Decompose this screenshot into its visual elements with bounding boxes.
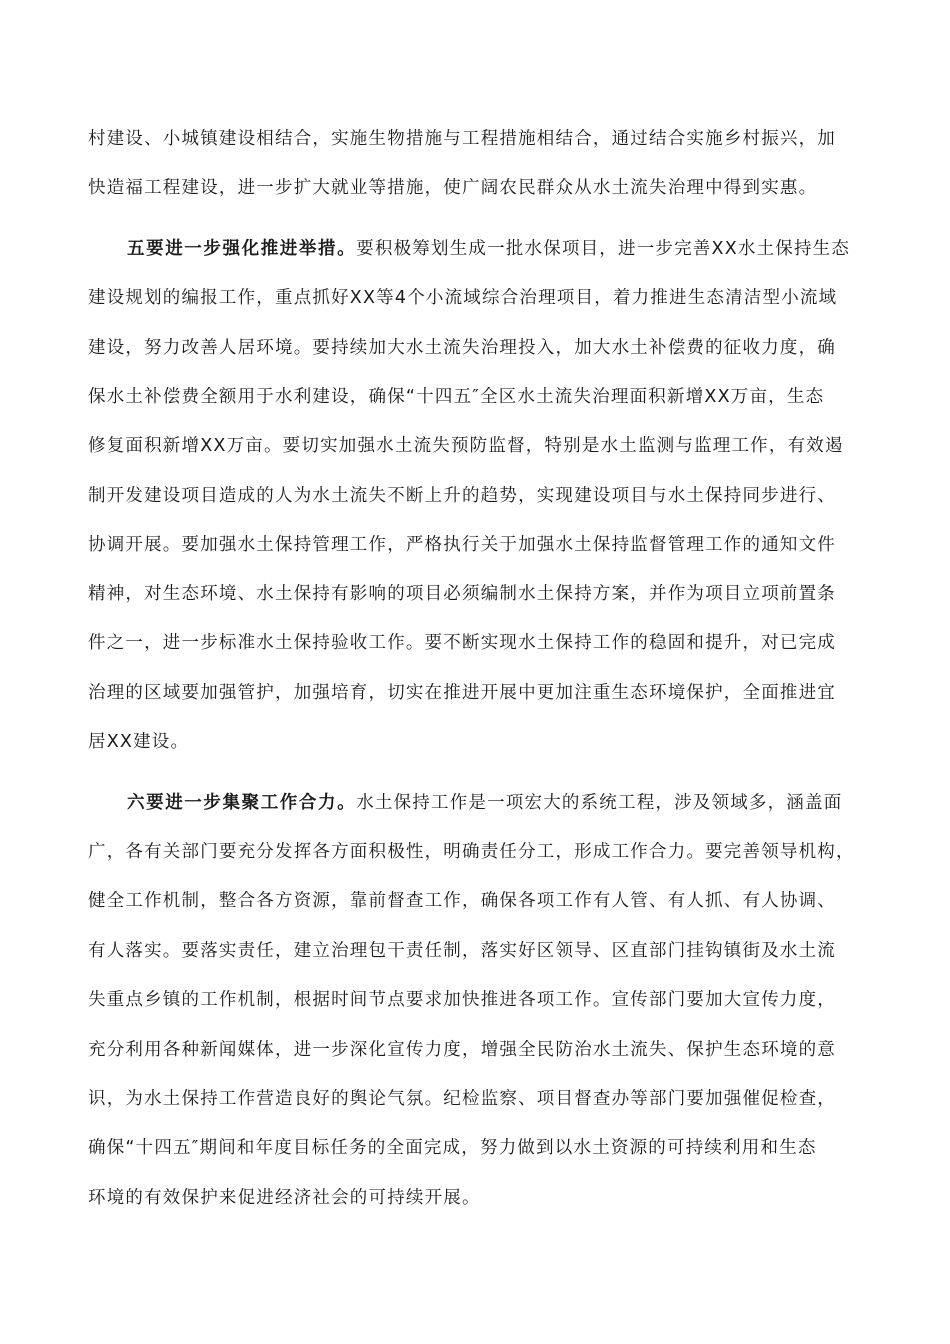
paragraph-2-heading: 五要进一步强化推进举措。 bbox=[127, 239, 357, 259]
paragraph-2-line-8: 精神，对生态环境、水土保持有影响的项目必须编制水土保持方案，并作为项目立项前置条 bbox=[88, 584, 836, 604]
paragraph-3-text: 水土保持工作是一项宏大的系统工程，涉及领域多，涵盖面 bbox=[356, 793, 843, 813]
paragraph-3-line-9: 环境的有效保护来促进经济社会的可持续开展。 bbox=[88, 1188, 481, 1208]
paragraph-2-text: 要积极筹划生成一批水保项目，进一步完善XX水土保持生态 bbox=[356, 239, 851, 259]
paragraph-1-line-2: 快造福工程建设，进一步扩大就业等措施，使广阔农民群众从水土流失治理中得到实惠。 bbox=[88, 178, 818, 198]
paragraph-2-line-7: 协调开展。要加强水土保持管理工作，严格执行关于加强水土保持监督管理工作的通知文件 bbox=[88, 535, 836, 555]
paragraph-3-line-3: 健全工作机制，整合各方资源，靠前督查工作，确保各项工作有人管、有人抓、有人协调、 bbox=[88, 891, 836, 911]
paragraph-2-line-6: 制开发建设项目造成的人为水土流失不断上升的趋势，实现建设项目与水土保持同步进行、 bbox=[88, 486, 836, 506]
paragraph-3-line-1 bbox=[127, 791, 842, 815]
paragraph-2-line-3: 建设，努力改善人居环境。要持续加大水土流失治理投入，加大水土补偿费的征收力度，确 bbox=[88, 338, 836, 358]
paragraph-2-line-5: 修复面积新增XX万亩。要切实加强水土流失预防监督，特别是水土监测与监理工作，有效遏 bbox=[88, 436, 844, 456]
paragraph-2-line-4: 保水土补偿费全额用于水利建设，确保“十四五″全区水土流失治理面积新增XX万亩，生态 bbox=[88, 387, 825, 407]
paragraph-3-line-2: 广，各有关部门要充分发挥各方面积极性，明确责任分工，形成工作合力。要完善领导机构， bbox=[88, 842, 855, 862]
paragraph-2-line-11: 居XX建设。 bbox=[88, 732, 190, 752]
paragraph-1-line-1: 村建设、小城镇建设相结合，实施生物措施与工程措施相结合，通过结合实施乡村振兴，加 bbox=[88, 129, 836, 149]
paragraph-3-line-6: 充分利用各种新闻媒体，进一步深化宣传力度，增强全民防治水土流失、保护生态环境的意 bbox=[88, 1040, 836, 1060]
paragraph-2-line-1 bbox=[127, 237, 850, 261]
paragraph-3-line-4: 有人落实。要落实责任，建立治理包干责任制，落实好区领导、区直部门挂钩镇街及水土流 bbox=[88, 941, 836, 961]
paragraph-3-line-5: 失重点乡镇的工作机制，根据时间节点要求加快推进各项工作。宣传部门要加大宣传力度， bbox=[88, 990, 836, 1010]
paragraph-3-line-8: 确保“十四五″期间和年度目标任务的全面完成，努力做到以水土资源的可持续利用和生态 bbox=[88, 1138, 817, 1158]
paragraph-3-line-7: 识，为水土保持工作营造良好的舆论气氛。纪检监察、项目督查办等部门要加强催促检查， bbox=[88, 1089, 836, 1109]
paragraph-2-line-9: 件之一，进一步标准水土保持验收工作。要不断实现水土保持工作的稳固和提升，对已完成 bbox=[88, 633, 836, 653]
paragraph-3-heading: 六要进一步集聚工作合力。 bbox=[127, 793, 357, 813]
paragraph-2-line-10: 治理的区域要加强管护，加强培育，切实在推进开展中更加注重生态环境保护，全面推进宜 bbox=[88, 683, 836, 703]
paragraph-2-line-2: 建设规划的编报工作，重点抓好XX等4个小流域综合治理项目，着力推进生态清洁型小流域 bbox=[88, 288, 838, 308]
